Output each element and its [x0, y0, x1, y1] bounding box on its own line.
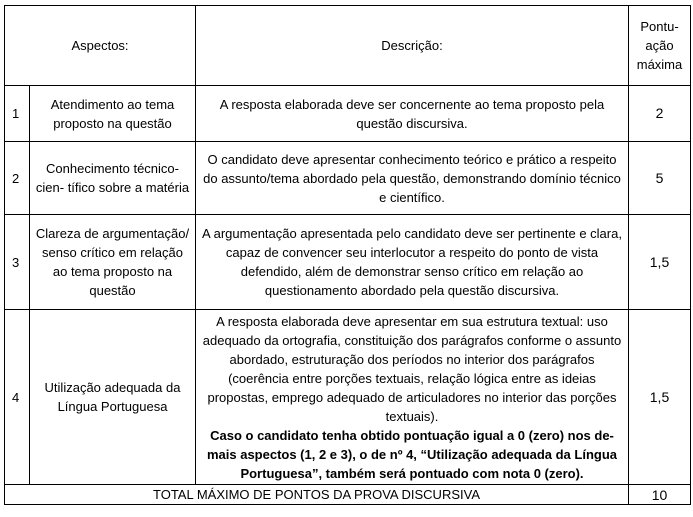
row-score: 1,5	[629, 215, 691, 310]
row-aspect: Utilização adequada da Língua Portuguesa	[30, 310, 196, 485]
row-description: A argumentação apresentada pelo candidato deve ser pertinente e clara, capaz de convencer seu interlocutor a respeito do ponto de vista defendido, além de demonstrar senso crítico em relação ao questionamento abordado pela questão discursiva.	[196, 215, 629, 310]
table-row	[5, 310, 691, 485]
row-score: 1,5	[629, 310, 691, 485]
total-value: 10	[629, 485, 691, 505]
row-description: A resposta elaborada deve ser concernente ao tema proposto pela questão discursiva.	[196, 86, 629, 142]
table-row	[5, 215, 691, 310]
row-aspect: Atendimento ao tema proposto na questão	[30, 86, 196, 142]
header-pontuacao: Pontu- ação máxima	[629, 6, 691, 86]
row-number: 1	[5, 86, 30, 142]
row-aspect: Conhecimento técnico-cien- tífico sobre a matéria	[30, 142, 196, 215]
row-score: 2	[629, 86, 691, 142]
row-description-cell	[196, 310, 629, 485]
header-aspectos: Aspectos:	[5, 6, 196, 86]
row-description-bold-note: Caso o candidato tenha obtido pontuação igual a 0 (zero) nos de- mais aspectos (1, 2 e 3), o de nº 4, “Utilização adequada da Língua Portuguesa”, também será pontuado com nota 0 (zero).	[206, 427, 618, 481]
row-number: 4	[5, 310, 30, 485]
row-score: 5	[629, 142, 691, 215]
header-descricao: Descrição:	[196, 6, 629, 86]
table-row	[5, 142, 691, 215]
row-aspect: Clareza de argumentação/ senso crítico em relação ao tema proposto na questão	[30, 215, 196, 310]
row-number: 2	[5, 142, 30, 215]
header-row	[5, 6, 691, 86]
row-description: A resposta elaborada deve apresentar em sua estrutura textual: uso adequado da ortografia, constituição dos parágrafos conforme o assunto abordado, estruturação dos períodos no interior dos parágrafos (coerência entre porções textuais, relação lógica entre as ideias propostas, emprego adequado de articuladores no interior das porções textuais).	[202, 313, 622, 424]
row-description: O candidato deve apresentar conhecimento teórico e prático a respeito do assunto/tema abordado pela questão, demonstrando domínio técnico e científico.	[196, 142, 629, 215]
table-row	[5, 86, 691, 142]
row-number: 3	[5, 215, 30, 310]
evaluation-criteria-table	[4, 5, 691, 505]
total-row	[5, 485, 691, 505]
total-label: TOTAL MÁXIMO DE PONTOS DA PROVA DISCURSIVA	[5, 485, 629, 505]
